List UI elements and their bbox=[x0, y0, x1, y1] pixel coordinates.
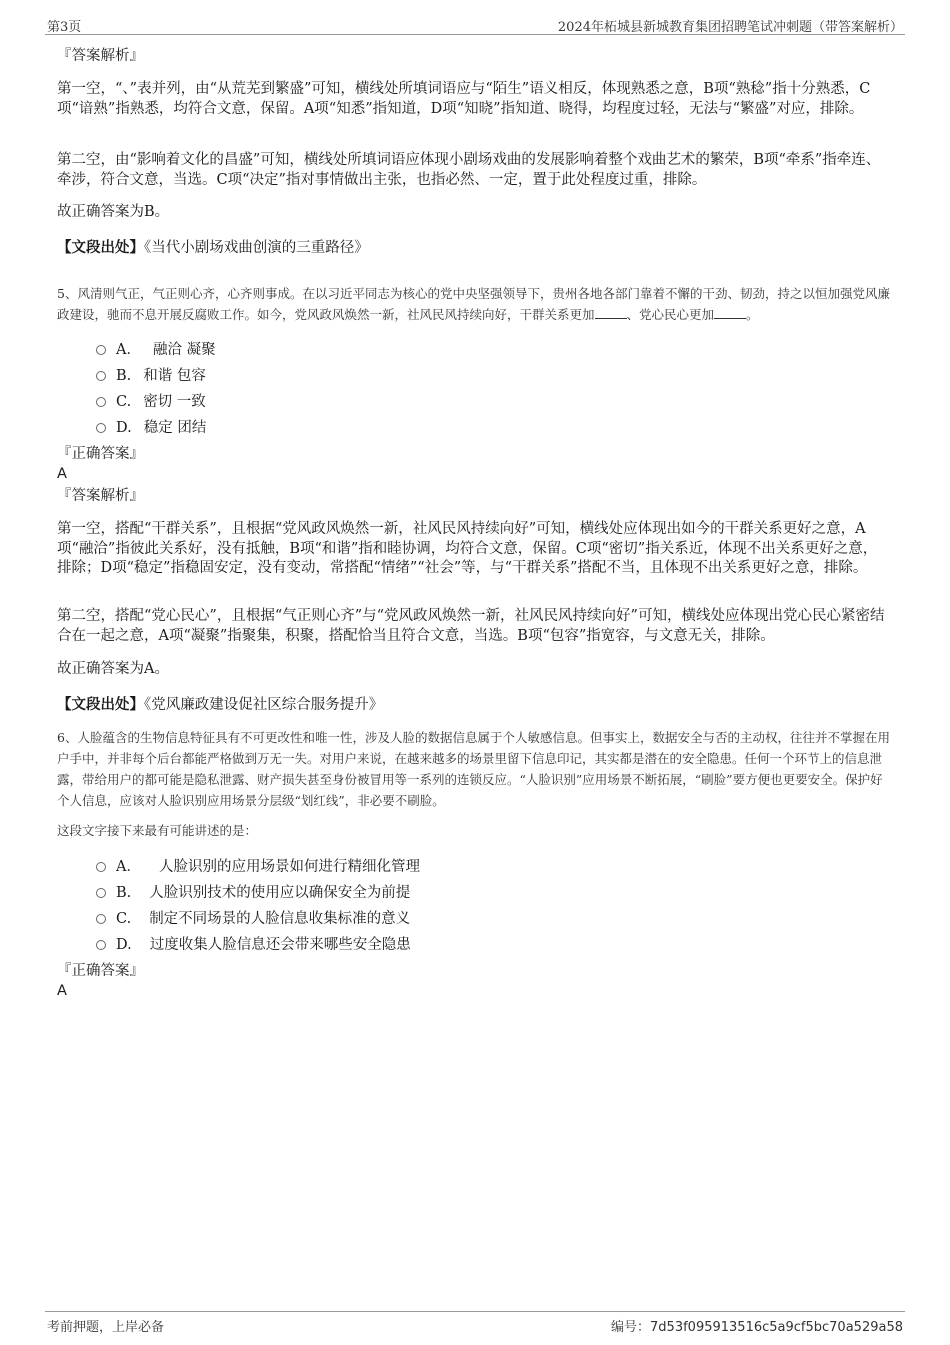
fill-blank bbox=[714, 306, 746, 319]
q5-correct-answer: A bbox=[57, 466, 67, 482]
source-bracket: 【文段出处】 bbox=[57, 696, 144, 713]
q6-correct-answer: A bbox=[57, 983, 67, 999]
source-title: 《党风廉政建设促社区综合服务提升》 bbox=[144, 697, 384, 713]
q5-option-c[interactable]: C. 密切 一致 bbox=[96, 392, 206, 412]
radio-icon[interactable] bbox=[96, 371, 106, 381]
q5-source bbox=[57, 693, 891, 714]
q6-stem: 6、人脸蕴含的生物信息特征具有不可更改性和唯一性，涉及人脸的数据信息属于个人敏感信息。但事实上，数据安全与否的主动权，往往并不掌握在用户手中，并非每个后台都能严格做到万无一失。对用户来说，在越来越多的场景里留下信息印记，其实都是潜在的安全隐患。任何一个环节上的信息泄露，带给用户的都可能是隐私泄露、财产损失甚至身份被冒用等一系列的连锁反应。“人脸识别”应用场景不断拓展，“刷脸”要方便也更要安全。保护好个人信息，应该对人脸识别应用场景分层级“划红线”，非必要不刷脸。 bbox=[57, 730, 890, 808]
page-header bbox=[45, 14, 905, 35]
q5-stem: 5、风清则气正，气正则心齐，心齐则事成。在以习近平同志为核心的党中央坚强领导下，贵州各地各部门靠着不懈的干劲、韧劲，持之以恒加强党风廉政建设，驰而不息开展反腐败工作。如今，党风政风焕然一新，社风民风持续向好，干群关系更加 、党心民心更加 。 bbox=[57, 286, 890, 322]
source-title: 《当代小剧场戏曲创演的三重路径》 bbox=[144, 240, 369, 256]
radio-icon[interactable] bbox=[96, 345, 106, 355]
page-footer bbox=[45, 1311, 905, 1336]
q6-correct-label: 『正确答案』 bbox=[57, 963, 144, 979]
radio-icon[interactable] bbox=[96, 397, 106, 407]
q5-option-a[interactable]: A． 融洽 凝聚 bbox=[96, 340, 216, 360]
q4-source bbox=[57, 236, 891, 257]
q4-conclusion: 故正确答案为B。 bbox=[57, 204, 170, 220]
document-code: 编号：7d53f095913516c5a9cf5bc70a529a58 bbox=[611, 1320, 903, 1335]
q6-option-a[interactable]: A． 人脸识别的应用场景如何进行精细化管理 bbox=[96, 857, 420, 877]
q5-option-b[interactable]: B. 和谐 包容 bbox=[96, 366, 206, 386]
q5-analysis-para-1: 第一空，搭配“干群关系”，且根据“党风政风焕然一新，社风民风持续向好”可知，横线处应体现出如今的干群关系更好之意，A项“融洽”指彼此关系好，没有抵触，B项“和谐”指和睦协调，均符合文意，保留。C项“密切”指关系近，体现不出关系更好之意，排除；D项“稳定”指稳固安定，没有变动，常搭配“情绪”“社会”等，与“干群关系”搭配不当，且体现不出关系更好之意，排除。 bbox=[57, 521, 878, 576]
footer-slogan: 考前押题，上岸必备 bbox=[47, 1320, 165, 1335]
page-number: 第3页 bbox=[47, 20, 82, 35]
radio-icon[interactable] bbox=[96, 940, 106, 950]
radio-icon[interactable] bbox=[96, 888, 106, 898]
q6-option-c[interactable]: C. 制定不同场景的人脸信息收集标准的意义 bbox=[96, 909, 410, 929]
q5-option-d[interactable]: D. 稳定 团结 bbox=[96, 418, 206, 438]
q5-conclusion: 故正确答案为A。 bbox=[57, 661, 169, 677]
radio-icon[interactable] bbox=[96, 423, 106, 433]
q4-analysis-para-1: 第一空，“、”表并列，由“从荒芜到繁盛”可知，横线处所填词语应与“陌生”语义相反，体现熟悉之意，B项“熟稔”指十分熟悉，C项“谙熟”指熟悉，均符合文意，保留。A项“知悉”指知道，D项“知晓”指知道、晓得，均程度过轻，无法与“繁盛”对应，排除。 bbox=[57, 81, 871, 117]
q4-analysis-para-2: 第二空，由“影响着文化的昌盛”可知，横线处所填词语应体现小剧场戏曲的发展影响着整个戏曲艺术的繁荣，B项“牵系”指牵连、牵涉，符合文意，当选。C项“决定”指对事情做出主张，也指必然、一定，置于此处程度过重，排除。 bbox=[57, 152, 881, 188]
radio-icon[interactable] bbox=[96, 914, 106, 924]
q5-correct-label: 『正确答案』 bbox=[57, 446, 144, 462]
fill-blank bbox=[595, 306, 627, 319]
radio-icon[interactable] bbox=[96, 862, 106, 872]
q6-question: 这段文字接下来最有可能讲述的是： bbox=[57, 823, 258, 838]
q6-option-d[interactable]: D. 过度收集人脸信息还会带来哪些安全隐患 bbox=[96, 935, 411, 955]
source-bracket: 【文段出处】 bbox=[57, 239, 144, 256]
q4-analysis-label: 『答案解析』 bbox=[57, 48, 144, 64]
q5-analysis-para-2: 第二空，搭配“党心民心”，且根据“气正则心齐”与“党风政风焕然一新，社风民风持续向好”可知，横线处应体现出党心民心紧密结合在一起之意，A项“凝聚”指聚集，积聚，搭配恰当且符合文意，当选。B项“包容”指宽容，与文意无关，排除。 bbox=[57, 608, 885, 644]
q6-option-b[interactable]: B. 人脸识别技术的使用应以确保安全为前提 bbox=[96, 883, 410, 903]
document-title: 2024年柘城县新城教育集团招聘笔试冲刺题（带答案解析） bbox=[557, 20, 903, 35]
q5-analysis-label: 『答案解析』 bbox=[57, 488, 144, 504]
